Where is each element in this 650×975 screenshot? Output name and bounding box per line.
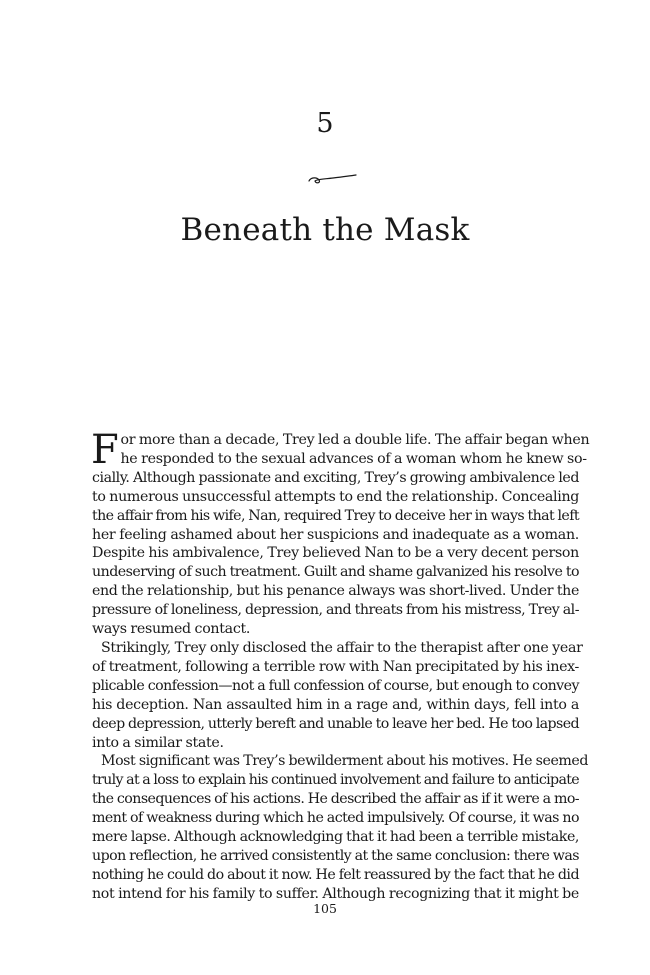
text-line: her feeling ashamed about her suspicions and inadequate as a woman. bbox=[92, 526, 579, 543]
body-text bbox=[91, 427, 590, 904]
text-line: upon reflection, he arrived consistently at the same conclusion: there was bbox=[92, 847, 579, 864]
paragraph bbox=[92, 639, 583, 752]
paragraph bbox=[92, 752, 588, 903]
text-line: ment of weakness during which he acted impulsively. Of course, it was no bbox=[92, 810, 579, 827]
text-line: deep depression, utterly bereft and unable to leave her bed. He too lapsed bbox=[92, 715, 579, 732]
text-line: his deception. Nan assaulted him in a rage and, within days, fell into a bbox=[92, 696, 579, 713]
text-line: nothing he could do about it now. He felt reassured by the fact that he did bbox=[92, 866, 579, 883]
text-line: Despite his ambivalence, Trey believed Nan to be a very decent person bbox=[92, 545, 579, 562]
drop-cap: F bbox=[91, 427, 119, 473]
text-line: undeserving of such treatment. Guilt and shame galvanized his resolve to bbox=[92, 564, 579, 581]
chapter-title: Beneath the Mask bbox=[180, 212, 470, 248]
text-line: Strikingly, Trey only disclosed the affair to the therapist after one year bbox=[101, 639, 583, 656]
text-line: cially. Although passionate and exciting, Trey’s growing ambivalence led bbox=[92, 469, 579, 486]
text-line: end the relationship, but his penance always was short-lived. Under the bbox=[92, 583, 579, 600]
text-line: into a similar state. bbox=[92, 734, 224, 751]
text-line: the affair from his wife, Nan, required Trey to deceive her in ways that left bbox=[92, 507, 579, 524]
text-line: ways resumed contact. bbox=[92, 621, 251, 638]
text-line: mere lapse. Although acknowledging that it had been a terrible mistake, bbox=[92, 829, 579, 846]
page-number: 105 bbox=[313, 901, 337, 916]
flourish-divider-icon bbox=[307, 168, 357, 188]
text-line: the consequences of his actions. He described the affair as if it were a mo- bbox=[92, 791, 579, 808]
paragraph bbox=[91, 427, 590, 639]
text-line: he responded to the sexual advances of a woman whom he knew so- bbox=[120, 450, 587, 467]
text-line: pressure of loneliness, depression, and threats from his mistress, Trey al- bbox=[92, 602, 579, 619]
text-line: truly at a loss to explain his continued involvement and failure to anticipate bbox=[92, 772, 579, 789]
chapter-number: 5 bbox=[316, 108, 334, 139]
text-line: plicable confession—not a full confession of course, but enough to convey bbox=[92, 677, 579, 694]
text-line: of treatment, following a terrible row with Nan precipitated by his inex- bbox=[92, 658, 579, 675]
text-line: not intend for his family to suffer. Although recognizing that it might be bbox=[92, 885, 579, 902]
text-line: Most significant was Trey’s bewilderment about his motives. He seemed bbox=[101, 753, 588, 770]
text-line: to numerous unsuccessful attempts to end the relationship. Concealing bbox=[92, 488, 579, 505]
text-line: or more than a decade, Trey led a double life. The affair began when bbox=[120, 432, 590, 448]
